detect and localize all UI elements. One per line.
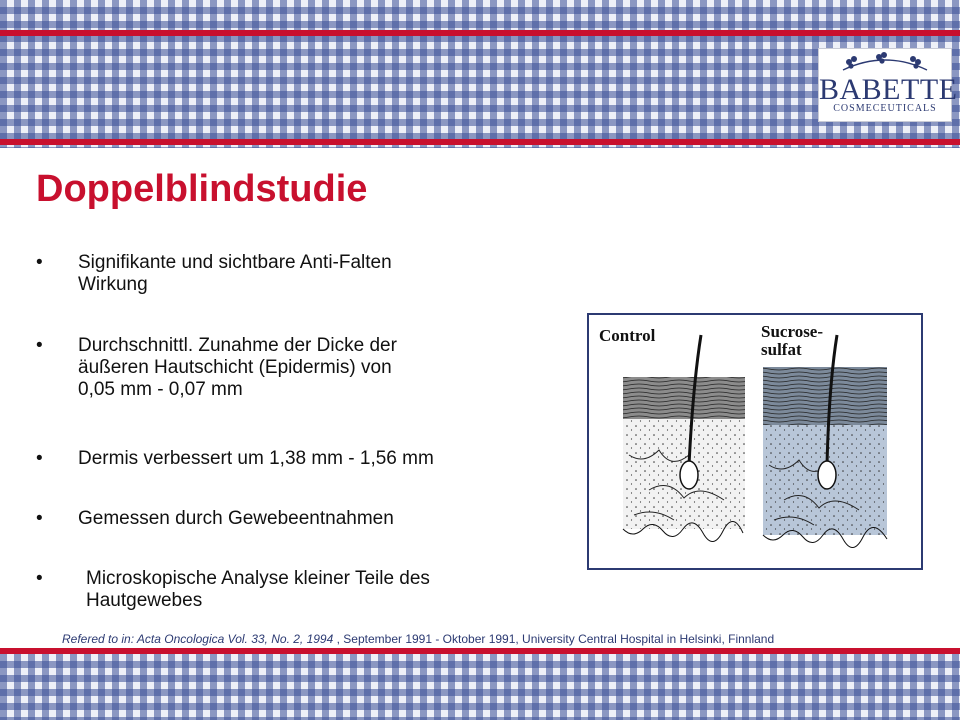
reference-details: , September 1991 - Oktober 1991, University Central Hospital in Helsinki, Finnland: [333, 632, 775, 646]
header-red-divider: [0, 139, 960, 145]
grape-vine-icon: [839, 52, 931, 74]
skin-cross-section-illustration: [589, 315, 921, 568]
control-label: Control: [599, 326, 656, 345]
gingham-header-band: [0, 0, 960, 148]
reference-citation: [62, 632, 774, 646]
bullet-marker: •: [36, 448, 43, 469]
header-red-stripe: [0, 30, 960, 36]
skin-comparison-figure: [587, 313, 923, 570]
logo-wordmark: BABETTE: [819, 73, 958, 106]
sucrose-label-line2: sulfat: [761, 340, 802, 359]
bullet-text: Signifikante und sichtbare Anti-Falten Wirkung: [78, 252, 392, 295]
bullet-marker: •: [36, 335, 43, 356]
bullet-text: Microskopische Analyse kleiner Teile des Hautgewebes: [86, 568, 430, 611]
bullet-text: Dermis verbessert um 1,38 mm - 1,56 mm: [78, 448, 434, 469]
slide-title: Doppelblindstudie: [36, 168, 368, 210]
reference-source: Refered to in: Acta Oncologica Vol. 33, No. 2, 1994: [62, 632, 334, 646]
logo-tagline: COSMECEUTICALS: [833, 103, 937, 114]
brand-logo: [818, 48, 958, 122]
bullet-marker: •: [36, 252, 43, 273]
gingham-footer-band: [0, 654, 960, 720]
bullet-marker: •: [36, 508, 43, 529]
bullet-text: Gemessen durch Gewebeentnahmen: [78, 508, 394, 529]
sucrose-label-line1: Sucrose-: [761, 322, 824, 341]
bullet-text: Durchschnittl. Zunahme der Dicke der äußeren Hautschicht (Epidermis) von 0,05 mm - 0,07 mm: [78, 335, 397, 400]
bullet-marker: •: [36, 568, 43, 589]
